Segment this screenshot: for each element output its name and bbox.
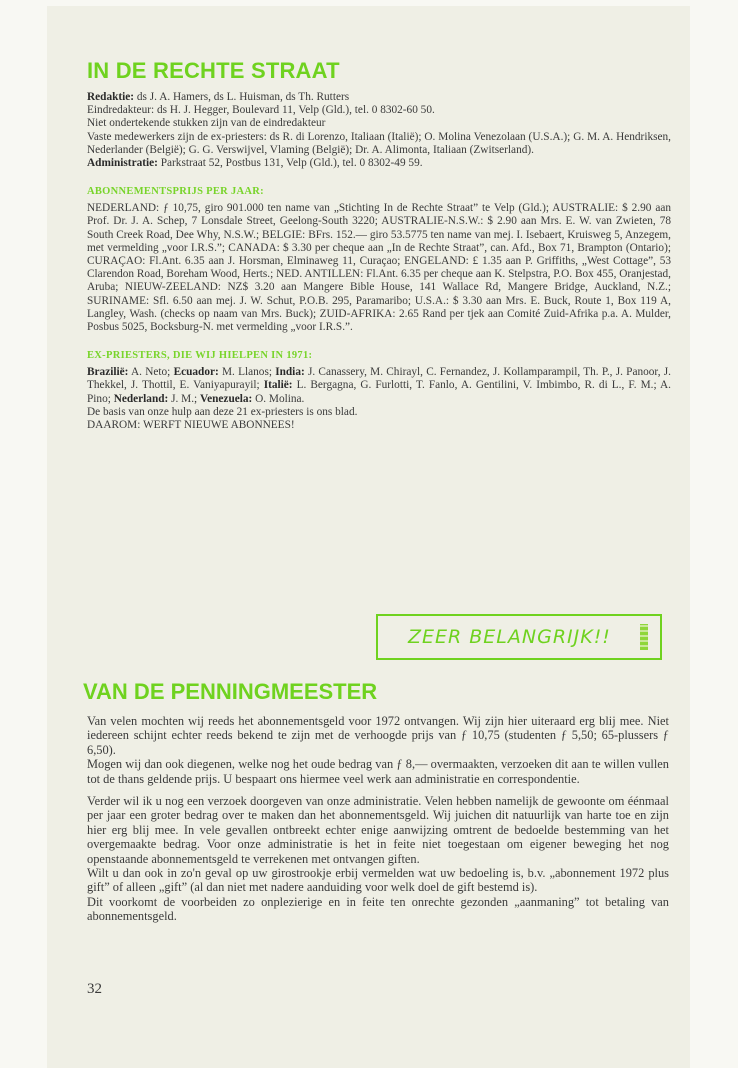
country-label-india: India: [275,366,305,379]
basis-line: De basis van onze hulp aan deze 21 ex-priesters is ons blad. [87,405,358,418]
country-names-venezuela: O. Molina. [252,392,305,405]
penningmeester-paragraph-5: Dit voorkomt de voorbeiden zo onplezierige en in feite ten onrechte gezonden „aanmaning” tot betaling van abonnementsgeld. [87,894,669,924]
administratie-text: Parkstraat 52, Postbus 131, Velp (Gld.), tel. 0 8302-49 59. [157,157,423,170]
penningmeester-section [87,714,669,924]
country-label-ecuador: Ecuador: [173,366,219,379]
penningmeester-paragraph-2: Mogen wij dan ook diegenen, welke nog het oude bedrag van ƒ 8,— overmaakten, verzoeken dit aan te willen vullen tot de thans geldende prijs. U bespaart ons hiermee veel werk aan administratie en correspondentie. [87,757,669,786]
zeer-belangrijk-stamp [376,614,662,660]
country-label-venezuela: Venezuela: [200,392,253,405]
country-label-nederland: Nederland: [113,392,169,405]
page-number: 32 [87,981,102,997]
country-names-nederland: J. M.; [168,392,200,405]
redaktie-line [87,91,671,104]
disclaimer-line: Niet ondertekende stukken zijn van de eindredakteur [87,117,326,130]
country-names-ecuador: M. Llanos; [218,366,276,379]
expriesters-list [87,366,671,406]
administratie-line [87,157,671,170]
masthead-title: IN DE RECHTE STRAAT [87,58,340,83]
penningmeester-paragraph-3: Verder wil ik u nog een verzoek doorgeven van onze administratie. Velen hebben namelijk de gewoonte om éénmaal per jaar een groter bedrag over te maken dan het abonnementsgeld. Wij juichen dit natuurlijk van harte toe en zijn hier erg blij mee. In vele gevallen ontbreekt echter enige aanwijzing omtrent de bedoelde bestemming van het overgemaakte bedrag. Voor onze administratie is het in feite niet toegestaan om eigener beweging het nog openstaande abonnementsgeld te verrekenen met ontvangen giften. [87,794,669,866]
masthead-section [87,58,671,432]
abonnement-text: NEDERLAND: ƒ 10,75, giro 901.000 ten name van „Stichting In de Rechte Straat” te Velp (Gld.); AUSTRALIE: $ 2.90 aan Prof. Dr. J. A. Schep, 7 Lonsdale Street, Geelong-South 3220; AUSTRALIE-N.S.W.: $ 2.90 aan Mrs. E. W. van Zwieten, 78 South Creek Road, Dee Why, N.S.W.; BELGIE: BFrs. 152.— giro 53.5775 ten name van mej. I. Isebaert, Kruisweg 5, Anzegem, met vermelding „voor I.R.S.”; CANADA: $ 3.30 per cheque aan „In de Rechte Straat”, can. Afd., Box 71, Brampton (Ontario); CURAÇAO: Fl.Ant. 6.35 aan J. Horsman, Elminaweg 11, Curaçao; ENGELAND: £ 1.35 aan P. Griffiths, „West Cottage”, 53 Clarendon Road, Boreham Wood, Herts.; NED. ANTILLEN: Fl.Ant. 6.35 per cheque aan K. Stelpstra, P.O. Box 455, Oranjestad, Aruba; NIEUW-ZEELAND: NZ$ 3.20 aan Mangere Bible House, 141 Wallace Rd, Mangere Bridge, Auckland, N.Z.; SURINAME: Sfl. 6.50 aan mej. J. W. Schut, P.O.B. 295, Paramaribo; U.S.A.: $ 3.30 aan Mrs. E. Buck, Route 1, Box 119 A, Langley, Wash. (checks op naam van Mrs. Buck); ZUID-AFRIKA: 2.65 Rand per tjek aan Comité Zuid-Afrika p.a. A. Mulder, Posbus 5025, Bocksburg-N. met vermelding „voor I.R.S.”. [87,202,671,334]
penningmeester-title: VAN DE PENNINGMEESTER [83,679,378,704]
penningmeester-paragraph-1: Van velen mochten wij reeds het abonnementsgeld voor 1972 ontvangen. Wij zijn hier uiteraard erg blij mee. Niet iedereen schijnt echter reeds bekend te zijn met de verhoogde prijs van ƒ 10,75 (studenten ƒ 5,50; 65-plussers ƒ 6,50). [87,714,669,757]
country-names-brazilie: A. Neto; [128,366,174,379]
country-names-italie: L. Bergagna, G. Furlotti, T. Fanlo, A. Gentilini, V. Imbimbo, R. di L., F. M.; A. Pino; [87,379,672,405]
expriesters-title: EX-PRIESTERS, DIE WIJ HIELPEN IN 1971: [87,350,313,362]
medewerkers-text: Vaste medewerkers zijn de ex-priesters: ds R. di Lorenzo, Italiaan (Italië); O. Molina Venezolaan (U.S.A.); G. M. A. Hendriksen, Nederlander (België); G. G. Verswijvel, Vlaming (België); Dr. A. Alimonta, Italiaan (Zwitserland). [87,130,671,156]
eindredakteur-line: Eindredakteur: ds H. J. Hegger, Boulevard 11, Velp (Gld.), tel. 0 8302-60 50. [87,104,435,117]
redaktie-text: ds J. A. Hamers, ds L. Huisman, ds Th. Rutters [134,91,350,103]
country-label-italie: Italië: [263,379,293,392]
abonnement-title: ABONNEMENTSPRIJS PER JAAR: [87,186,264,198]
redaktie-label: Redaktie: [87,91,135,103]
country-label-brazilie: Brazilië: [87,366,129,379]
penningmeester-paragraph-4: Wilt u dan ook in zo'n geval op uw girostrookje erbij vermelden wat uw bedoeling is, b.v. „abonnement 1972 plus gift” of alleen „gift” (al dan niet met nadere aanduiding voor welk doel de gift bestemd is). [87,866,669,895]
pencil-icon [640,624,648,650]
country-names-india: J. Canassery, M. Chirayl, C. Fernandez, J. Kollamparampil, Th. P., J. Panoor, J. Thekkel, J. Thottil, E. Vaniyapurayil; [87,366,672,392]
daarom-line: DAAROM: WERFT NIEUWE ABONNEES! [87,419,295,432]
administratie-label: Administratie: [87,157,158,170]
stamp-text: ZEER BELANGRIJK!! [408,626,611,648]
